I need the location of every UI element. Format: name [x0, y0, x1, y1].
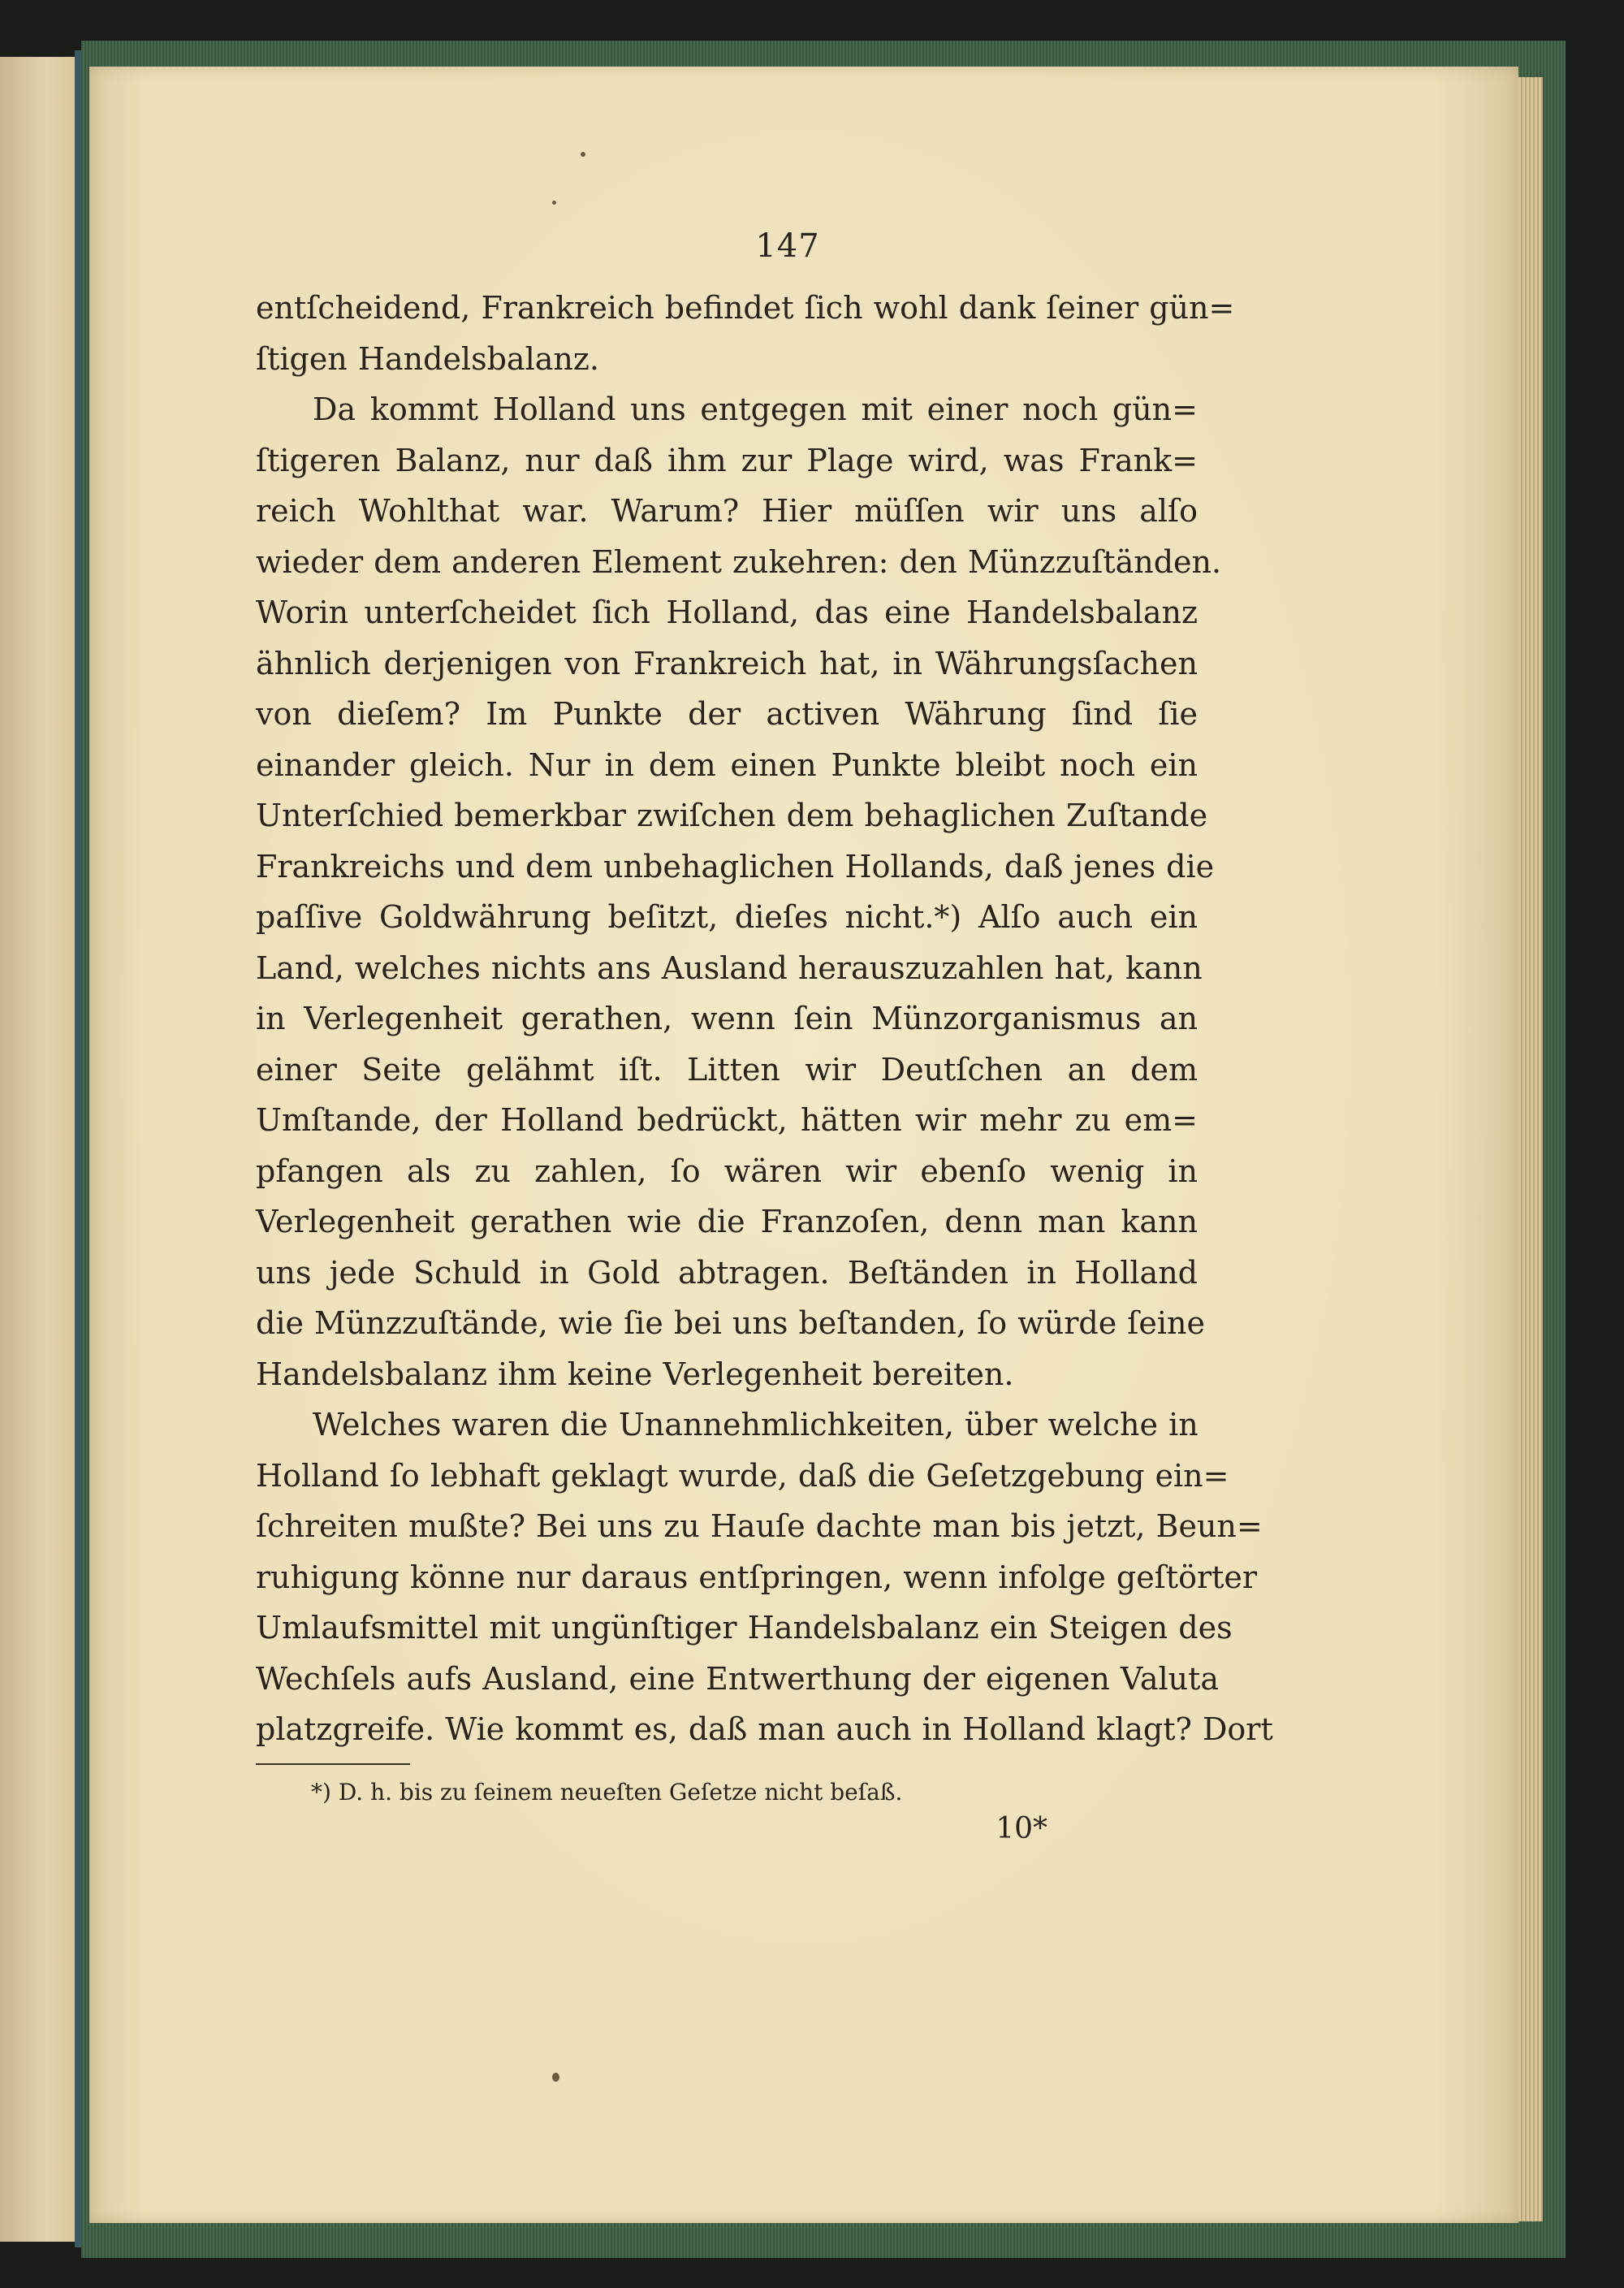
text-line: ſtigeren Balanz, nur daß ihm zur Plage wird, was Frank=: [256, 442, 1198, 478]
page-number: 147: [755, 227, 820, 265]
text-line: entſcheidend, Frankreich befindet ſich wohl dank ſeiner gün=: [256, 290, 1235, 326]
text-line: die Münzzuſtände, wie ſie bei uns beſtanden, ſo würde ſeine: [256, 1305, 1205, 1341]
text-line: Umlaufsmittel mit ungünſtiger Handelsbalanz ein Steigen des: [256, 1610, 1233, 1646]
text-line: von dieſem? Im Punkte der activen Währung ſind ſie: [256, 696, 1198, 732]
footnote: *) D. h. bis zu ſeinem neueſten Geſetze nicht beſaß.: [311, 1778, 903, 1806]
text-line: paſſive Goldwährung beſitzt, dieſes nicht.*) Alſo auch ein: [256, 899, 1198, 935]
text-line: ſchreiten mußte? Bei uns zu Hauſe dachte man bis jetzt, Beun=: [256, 1508, 1263, 1544]
left-cover-edge: [0, 50, 81, 2247]
text-line: reich Wohlthat war. Warum? Hier müſſen wir uns alſo: [256, 493, 1198, 529]
text-line: Da kommt Holland uns entgegen mit einer noch gün=: [313, 391, 1198, 427]
text-line: Land, welches nichts ans Ausland herauszuzahlen hat, kann: [256, 949, 1203, 986]
text-line: Handelsbalanz ihm keine Verlegenheit bereiten.: [256, 1356, 1014, 1392]
page-edges: [1518, 77, 1543, 2221]
text-line: uns jede Schuld in Gold abtragen. Beſtänden in Holland: [256, 1254, 1198, 1291]
paper-speck: [552, 2073, 559, 2082]
paper-speck: [552, 201, 556, 205]
text-line: Verlegenheit gerathen wie die Franzoſen, denn man kann: [256, 1204, 1198, 1239]
text-line: in Verlegenheit gerathen, wenn ſein Münzorganismus an: [256, 1001, 1198, 1036]
page-text: [256, 227, 1273, 1845]
text-line: ähnlich derjenigen von Frankreich hat, in Währungsſachen: [256, 645, 1198, 681]
text-line: Holland ſo lebhaft geklagt wurde, daß die Geſetzgebung ein=: [256, 1457, 1229, 1494]
text-line: einer Seite gelähmt iſt. Litten wir Deutſchen an dem: [256, 1051, 1198, 1088]
text-line: Frankreichs und dem unbehaglichen Hollands, daß jenes die: [256, 848, 1215, 884]
text-line: Wechſels aufs Ausland, eine Entwerthung der eigenen Valuta: [256, 1660, 1220, 1697]
text-line: Unterſchied bemerkbar zwiſchen dem behaglichen Zuſtande: [256, 798, 1208, 833]
paper-speck: [581, 152, 585, 157]
text-line: wieder dem anderen Element zukehren: den Münzzuſtänden.: [256, 543, 1222, 580]
text-line: platzgreife. Wie kommt es, daß man auch in Holland klagt? Dort: [256, 1711, 1273, 1747]
text-line: pfangen als zu zahlen, ſo wären wir ebenſo wenig in: [256, 1153, 1198, 1189]
text-line: Worin unterſcheidet ſich Holland, das eine Handelsbalanz: [256, 595, 1198, 630]
text-line: Umſtande, der Holland bedrückt, hätten wir mehr zu em=: [256, 1102, 1198, 1138]
text-line: ſtigen Handelsbalanz.: [256, 340, 599, 377]
text-line: ruhigung könne nur daraus entſpringen, wenn infolge geſtörter: [256, 1559, 1258, 1595]
footnote-rule: [256, 1763, 410, 1765]
signature-mark: 10*: [996, 1811, 1047, 1845]
text-line: Welches waren die Unannehmlichkeiten, über welche in: [313, 1407, 1199, 1442]
text-line: einander gleich. Nur in dem einen Punkte bleibt noch ein: [256, 746, 1198, 783]
